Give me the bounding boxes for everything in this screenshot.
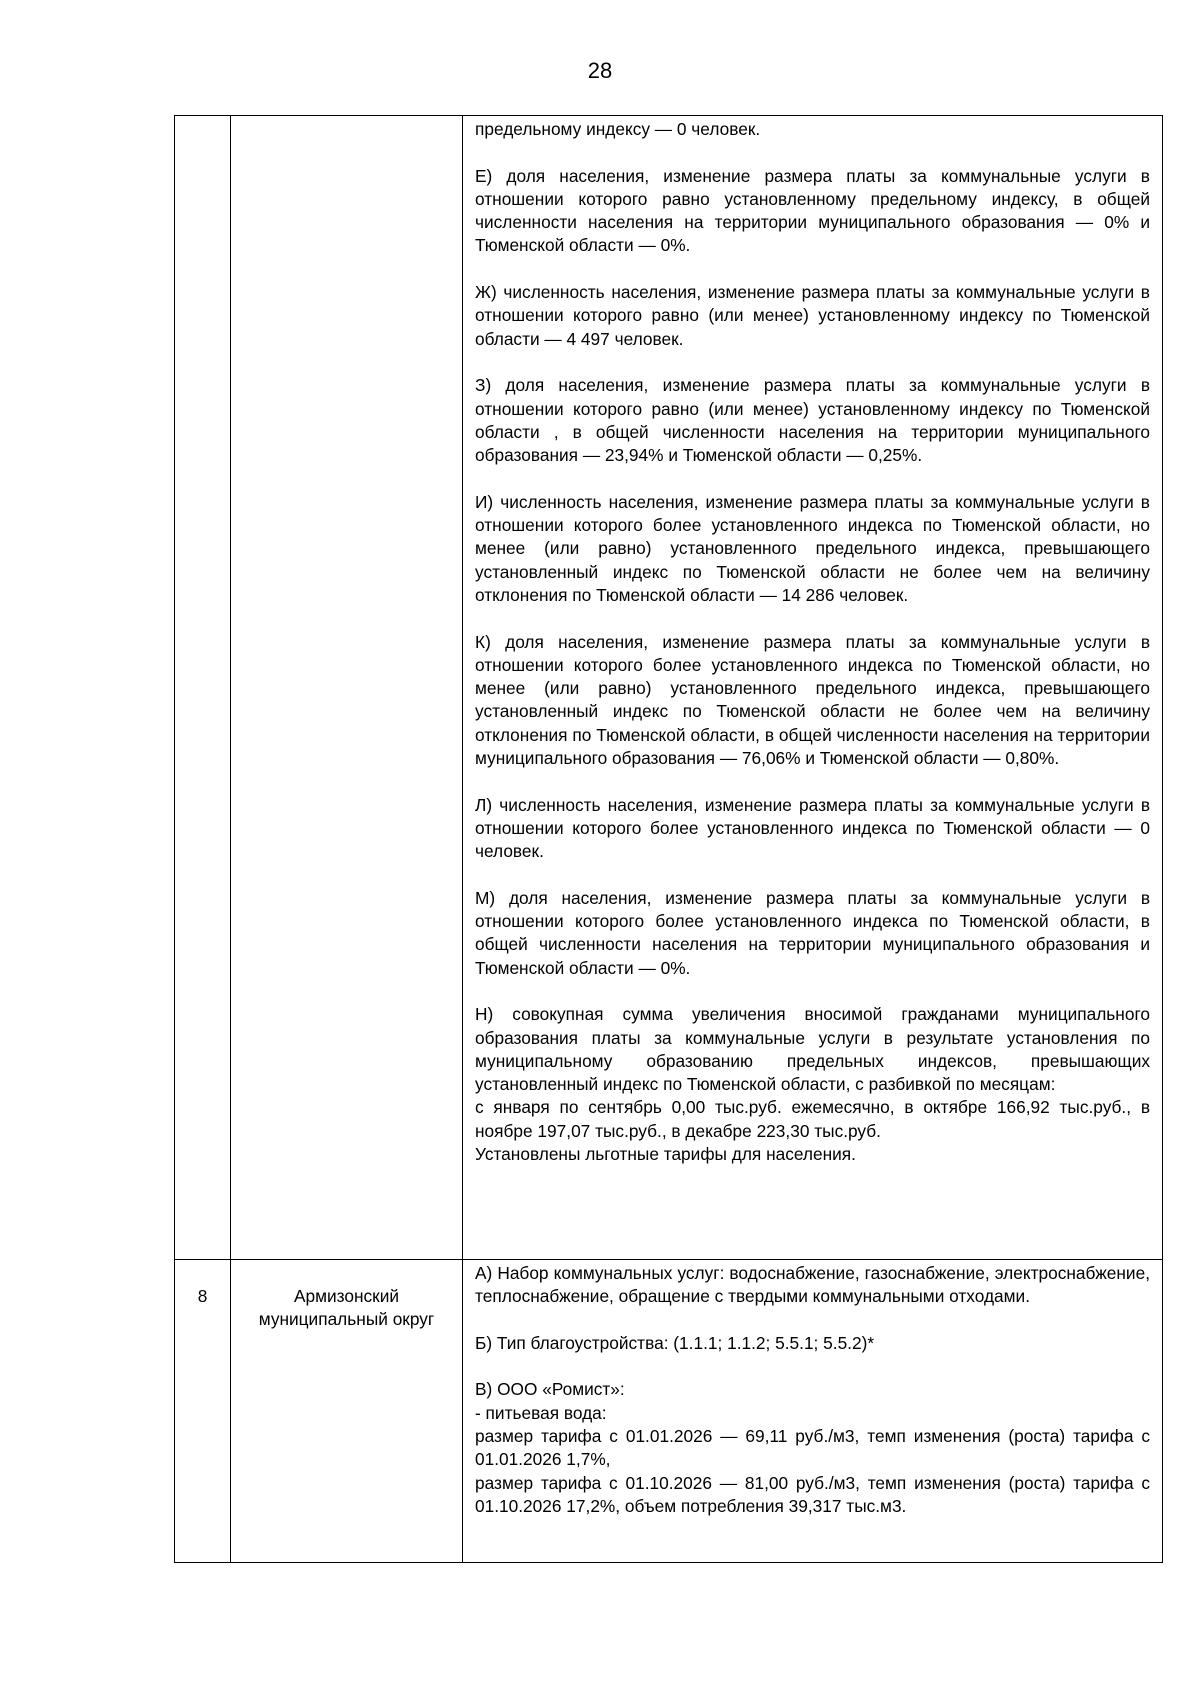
tariff-table [174, 115, 1163, 1563]
municipality-name: Армизонский муниципальный округ [258, 1286, 435, 1330]
paragraph-m: М) доля населения, изменение размера платы за коммунальные услуги в отношении которого более установленного индекса по Тюменской области, в общей численности населения на территории муниципального образования и Тюменской области — 0%. [475, 887, 1150, 978]
paragraph-z: З) доля населения, изменение размера платы за коммунальные услуги в отношении которого равно (или менее) установленному индексу по Тюменской области , в общей численности населения на территории муниципального образования — 23,94% и Тюменской области — 0,25%. [475, 375, 1150, 466]
paragraph-tariff-oct: размер тарифа с 01.10.2026 — 81,00 руб./м3, темп изменения (роста) тарифа с 01.10.2026 17,2%, объем потребления 39,317 тыс.м3. [475, 1472, 1150, 1516]
paragraph-k: К) доля населения, изменение размера платы за коммунальные услуги в отношении которого более установленного индекса по Тюменской области, но менее (или равно) установленного предельного индекса, превышающего установленный индекс по Тюменской области не более чем на величину отклонения по Тюменской области, в общей численности населения на территории муниципального образования — 76,06% и Тюменской области — 0,80%. [475, 631, 1150, 769]
paragraph-b: Б) Тип благоустройства: (1.1.1; 1.1.2; 5.5.1; 5.5.2)* [475, 1332, 875, 1353]
row-number-cell [175, 1260, 231, 1563]
page-number: 28 [587, 58, 613, 83]
paragraph-n: Н) совокупная сумма увеличения вносимой гражданами муниципального образования платы за коммунальные услуги в результате установления по муниципальному образованию предельных индексов, превышающих установленный индекс по Тюменской области, с разбивкой по месяцам: [475, 1004, 1150, 1095]
row-number-cell [175, 116, 231, 1260]
paragraph-preferential-tariffs: Установлены льготные тарифы для населения. [475, 1144, 856, 1165]
details-cell [463, 1260, 1163, 1563]
paragraph-v: В) ООО «Ромист»: [475, 1379, 625, 1400]
details-cell [463, 116, 1163, 1260]
paragraph-tariff-jan: размер тарифа с 01.01.2026 — 69,11 руб./м3, темп изменения (роста) тарифа с 01.01.2026 1,7%, [475, 1426, 1150, 1470]
municipality-cell [231, 1260, 463, 1563]
paragraph-zh: Ж) численность населения, изменение размера платы за коммунальные услуги в отношении которого равно (или менее) установленному индексу по Тюменской области — 4 497 человек. [475, 282, 1150, 349]
paragraph-drinking-water: - питьевая вода: [475, 1402, 607, 1423]
paragraph-e: Е) доля населения, изменение размера платы за коммунальные услуги в отношении которого равно установленному предельному индексу, в общей численности населения на территории муниципального образования — 0% и Тюменской области — 0%. [475, 165, 1150, 256]
municipality-cell [231, 116, 463, 1260]
row-number: 8 [197, 1286, 208, 1306]
table-row-8 [175, 1260, 1163, 1563]
paragraph-l: Л) численность населения, изменение размера платы за коммунальные услуги в отношении которого более установленного индекса по Тюменской области — 0 человек. [475, 794, 1150, 862]
paragraph-continued-index: предельному индексу — 0 человек. [475, 119, 761, 139]
table-row-continued [175, 116, 1163, 1260]
paragraph-n-months: с января по сентябрь 0,00 тыс.руб. ежемесячно, в октябре 166,92 тыс.руб., в ноябре 197,07 тыс.руб., в декабре 223,30 тыс.руб. [475, 1097, 1150, 1141]
paragraph-a: А) Набор коммунальных услуг: водоснабжение, газоснабжение, электроснабжение, теплоснабжение, обращение с твердыми коммунальными отходами. [475, 1263, 1150, 1307]
paragraph-i: И) численность населения, изменение размера платы за коммунальные услуги в отношении которого более установленного индекса по Тюменской области, но менее (или равно) установленного предельного индекса, превышающего установленный индекс по Тюменской области не более чем на величину отклонения по Тюменской области — 14 286 человек. [475, 491, 1150, 605]
